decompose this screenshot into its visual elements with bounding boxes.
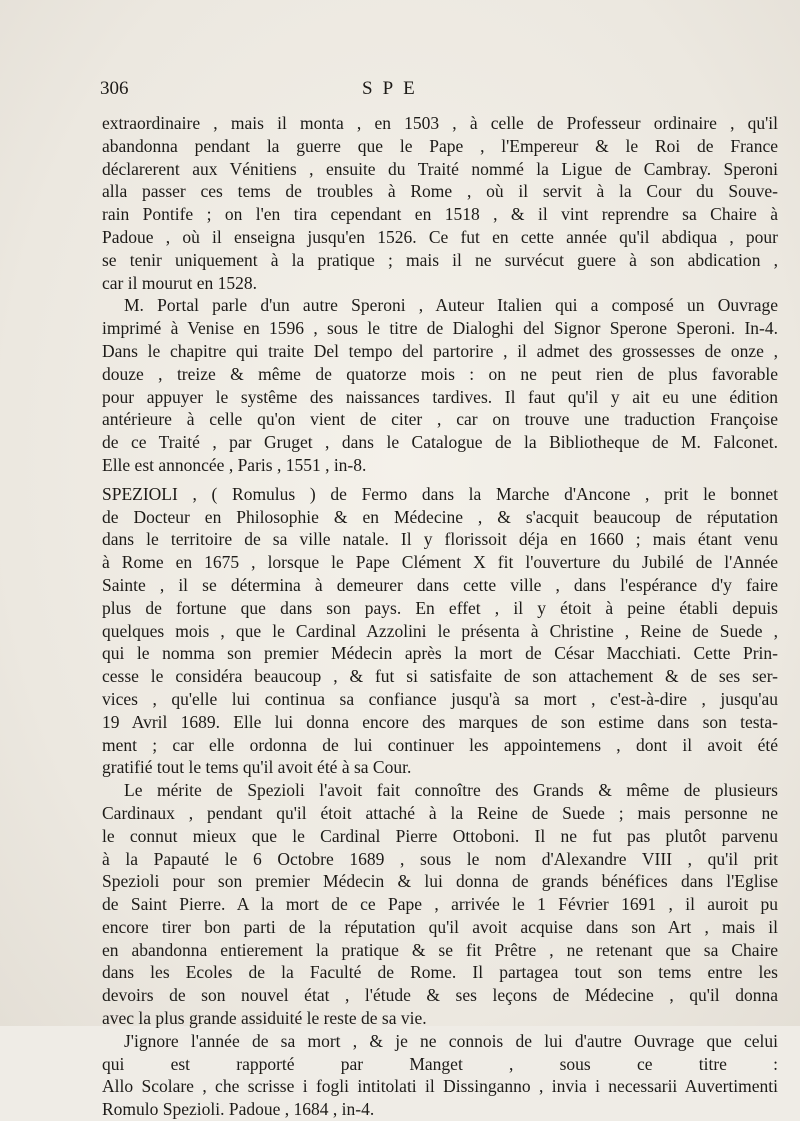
text-line: M. Portal parle d'un autre Speroni , Auteur Italien qui a composé un Ouvrage — [124, 295, 778, 316]
text-line: en abandonna entierement la pratique & se fit Prêtre , ne retenant que sa Chaire — [102, 939, 778, 960]
text-line: Spezioli pour son premier Médecin & lui donna de grands bénéfices dans l'Eglise — [102, 871, 778, 892]
text-line: 19 Avril 1689. Elle lui donna encore des marques de son estime dans son testa- — [102, 711, 778, 732]
paragraph — [102, 779, 778, 1030]
text-line: de ce Traité , par Gruget , dans le Catalogue de la Bibliotheque de M. Falconet. — [102, 432, 778, 453]
text-line: ment ; car elle ordonna de lui continuer les appointemens , dont il avoit été — [102, 734, 778, 755]
text-line: vices , qu'elle lui continua sa confiance jusqu'à sa mort , c'est-à-dire , jusqu'au — [102, 688, 778, 709]
text-line: quelques mois , que le Cardinal Azzolini le présenta à Christine , Reine de Suede , — [102, 620, 778, 641]
text-line: imprimé à Venise en 1596 , sous le titre de Dialoghi del Signor Sperone Speroni. In-4. — [102, 318, 778, 339]
text-line: abandonna pendant la guerre que le Pape , l'Empereur & le Roi de France — [102, 135, 778, 156]
text-line: de Docteur en Philosophie & en Médecine , & s'acquit beaucoup de réputation — [102, 506, 778, 527]
text-line: de Saint Pierre. A la mort de ce Pape , arrivée le 1 Février 1691 , il auroit pu — [102, 894, 778, 915]
text-line: encore tirer bon parti de la réputation qu'il avoit acquise dans son Art , mais il — [102, 916, 778, 937]
text-line: Allo Scolare , che scrisse i fogli intitolati il Dissinganno , invia i necessarii Auvertimenti — [102, 1076, 778, 1097]
text-line: douze , treize & même de quatorze mois : on ne peut rien de plus favorable — [102, 363, 778, 384]
text-line: Padoue , où il enseigna jusqu'en 1526. Ce fut en cette année qu'il abdiqua , pour — [102, 226, 778, 247]
text-line: qui le nomma son premier Médecin après la mort de César Macchiati. Cette Prin- — [102, 643, 778, 664]
text-line: qui est rapporté par Manget , sous ce titre : — [102, 1053, 778, 1074]
text-line: gratifié tout le tems qu'il avoit été à sa Cour. — [102, 757, 412, 778]
text-line: rain Pontife ; on l'en tira cependant en 1518 , & il vint reprendre sa Chaire à — [102, 204, 778, 225]
body-text — [102, 112, 778, 1121]
text-line: J'ignore l'année de sa mort , & je ne connois de lui d'autre Ouvrage que celui — [124, 1030, 778, 1051]
text-line: à la Papauté le 6 Octobre 1689 , sous le nom d'Alexandre VIII , qu'il prit — [102, 848, 778, 869]
text-line: dans le territoire de sa ville natale. Il y florissoit déja en 1660 ; mais étant venu — [102, 529, 778, 550]
text-line: se tenir uniquement à la pratique ; mais il ne survécut guere à son abdication , — [102, 249, 778, 270]
text-line: Elle est annoncée , Paris , 1551 , in-8. — [102, 454, 367, 475]
text-line: extraordinaire , mais il monta , en 1503 , à celle de Professeur ordinaire , qu'il — [102, 113, 778, 133]
page-number: 306 — [100, 78, 129, 99]
text-line: pour appuyer le systême des naissances tardives. Il faut qu'il y ait eu une édition — [102, 386, 778, 407]
page-header — [100, 78, 760, 102]
text-line: cesse le considéra beaucoup , & fut si satisfaite de son attachement & de ses ser- — [102, 666, 778, 687]
text-line: car il mourut en 1528. — [102, 272, 258, 293]
text-line: Romulo Spezioli. Padoue , 1684 , in-4. — [102, 1099, 375, 1120]
text-line: SPEZIOLI , ( Romulus ) de Fermo dans la Marche d'Ancone , prit le bonnet — [102, 483, 778, 504]
paragraph — [102, 294, 778, 476]
text-line: Le mérite de Spezioli l'avoit fait connoître des Grands & même de plusieurs — [124, 780, 778, 801]
text-line: à Rome en 1675 , lorsque le Pape Clément X fit l'ouverture du Jubilé de l'Année — [102, 552, 778, 573]
running-title: SPE — [362, 78, 425, 99]
paragraph — [102, 112, 778, 294]
text-line: alla passer ces tems de troubles à Rome , où il servit à la Cour du Souve- — [102, 181, 778, 202]
text-line: plus de fortune que dans son pays. En effet , il y étoit à peine établi depuis — [102, 597, 778, 618]
text-line: Dans le chapitre qui traite Del tempo del partorire , il admet des grossesses de onze , — [102, 340, 778, 361]
text-line: dans les Ecoles de la Faculté de Rome. Il partagea tout son tems entre les — [102, 962, 778, 983]
paragraph — [102, 483, 778, 779]
text-line: Cardinaux , pendant qu'il étoit attaché à la Reine de Suede ; mais personne ne — [102, 802, 778, 823]
paragraph — [102, 1030, 778, 1121]
text-line: le connut mieux que le Cardinal Pierre Ottoboni. Il ne fut pas plutôt parvenu — [102, 825, 778, 846]
text-line: déclarerent aux Vénitiens , ensuite du Traité nommé la Ligue de Cambray. Speroni — [102, 158, 778, 179]
text-line: antérieure à celle qu'on vient de citer , car on trouve une traduction Françoise — [102, 409, 778, 430]
text-line: Sainte , il se détermina à demeurer dans cette ville , dans l'espérance d'y faire — [102, 574, 778, 595]
text-line: devoirs de son nouvel état , l'étude & ses leçons de Médecine , qu'il donna — [102, 985, 778, 1006]
text-line: avec la plus grande assiduité le reste de sa vie. — [102, 1008, 427, 1029]
